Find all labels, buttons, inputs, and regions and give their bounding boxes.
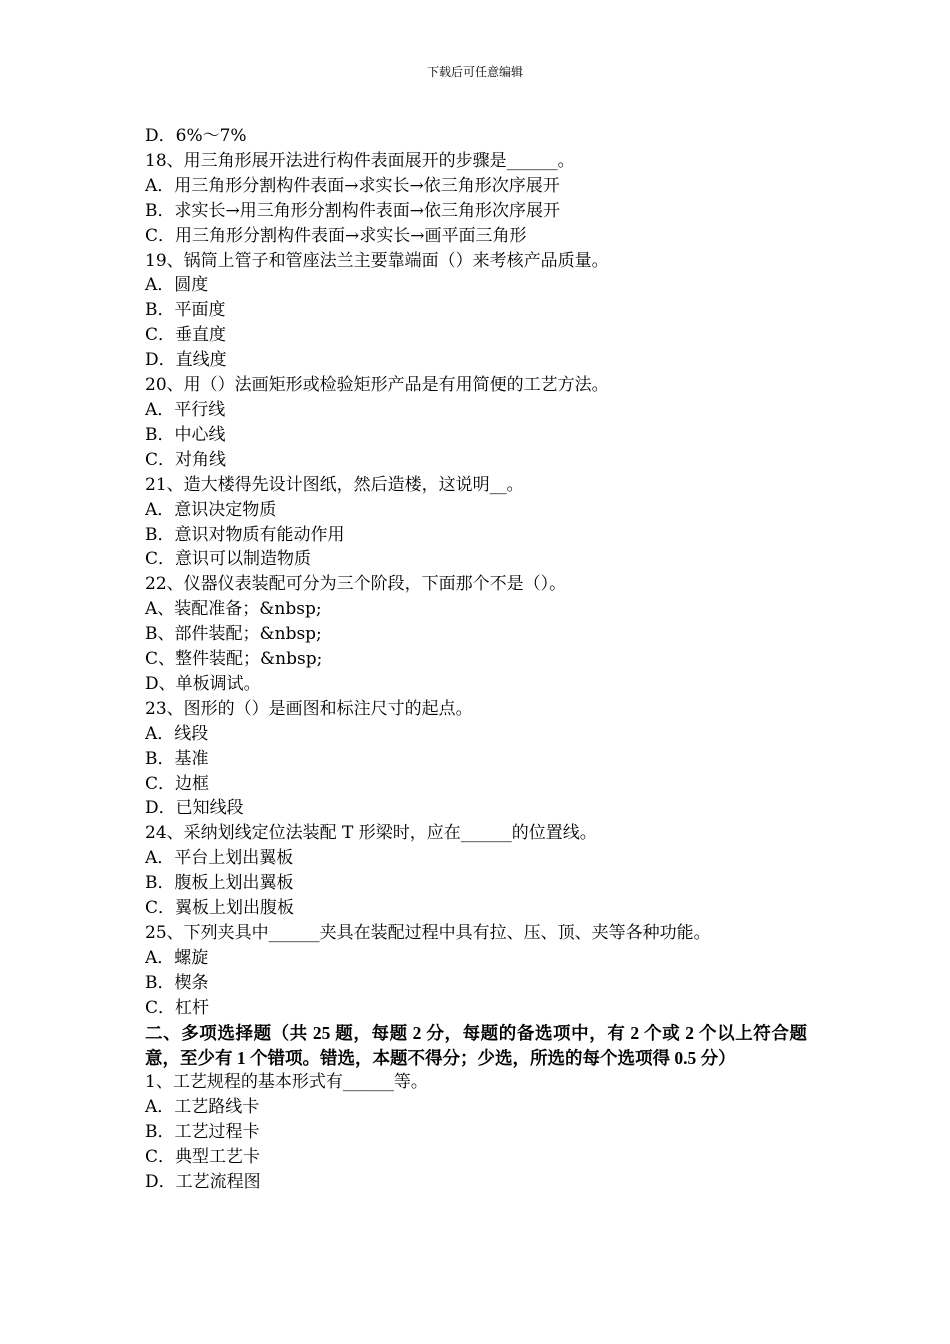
- option-line: C．用三角形分割构件表面→求实长→画平面三角形: [145, 225, 527, 246]
- option-line: D．直线度: [145, 350, 227, 371]
- option-line: D．已知线段: [145, 798, 244, 819]
- question-line: 1、工艺规程的基本形式有______等。: [145, 1072, 428, 1093]
- option-line: A．平行线: [145, 399, 226, 420]
- option-line: B．平面度: [145, 300, 226, 321]
- option-line: B．意识对物质有能动作用: [145, 524, 345, 545]
- option-line: A、装配准备；&nbsp;: [145, 599, 322, 620]
- option-line: D．工艺流程图: [145, 1172, 261, 1193]
- question-line: 21、造大楼得先设计图纸，然后造楼，这说明__。: [145, 474, 524, 495]
- option-line: A．平台上划出翼板: [145, 848, 294, 869]
- option-line: C．边框: [145, 773, 210, 794]
- option-line: C．对角线: [145, 449, 227, 470]
- question-line: 20、用（）法画矩形或检验矩形产品是有用简便的工艺方法。: [145, 375, 609, 396]
- option-line: A．螺旋: [145, 947, 209, 968]
- option-line: D、单板调试。: [145, 673, 261, 694]
- option-line: D．6%～7%: [145, 126, 247, 146]
- question-line: 23、图形的（）是画图和标注尺寸的起点。: [145, 698, 473, 719]
- option-line: C．典型工艺卡: [145, 1147, 261, 1168]
- question-block-multiple-choice: [145, 1070, 807, 1195]
- option-line: C．翼板上划出腹板: [145, 898, 295, 919]
- option-line: C、整件装配；&nbsp;: [145, 649, 323, 670]
- option-line: A．意识决定物质: [145, 499, 277, 520]
- question-block-single-choice: [145, 124, 807, 1021]
- question-line: 24、采纳划线定位法装配 T 形梁时，应在______的位置线。: [145, 823, 597, 844]
- option-line: A．工艺路线卡: [145, 1097, 260, 1118]
- option-line: A．线段: [145, 723, 209, 744]
- document-body: [145, 124, 807, 1195]
- question-line: 22、仪器仪表装配可分为三个阶段，下面那个不是（）。: [145, 574, 567, 595]
- option-line: B、部件装配；&nbsp;: [145, 624, 322, 645]
- option-line: A．圆度: [145, 275, 209, 296]
- question-line: 19、锅筒上管子和管座法兰主要靠端面（）来考核产品质量。: [145, 250, 609, 271]
- option-line: B．基准: [145, 748, 209, 769]
- option-line: A．用三角形分割构件表面→求实长→依三角形次序展开: [145, 175, 560, 196]
- option-line: B．求实长→用三角形分割构件表面→依三角形次序展开: [145, 200, 560, 221]
- question-line: 18、用三角形展开法进行构件表面展开的步骤是______。: [145, 150, 575, 171]
- page-header: 下载后可任意编辑: [426, 65, 523, 79]
- option-line: C．意识可以制造物质: [145, 549, 312, 570]
- option-line: C．杠杆: [145, 997, 210, 1018]
- option-line: B．中心线: [145, 424, 226, 445]
- option-line: C．垂直度: [145, 325, 227, 346]
- question-line: 25、下列夹具中______夹具在装配过程中具有拉、压、顶、夹等各种功能。: [145, 923, 711, 943]
- option-line: B．工艺过程卡: [145, 1122, 260, 1143]
- option-line: B．腹板上划出翼板: [145, 873, 294, 894]
- section-heading: 二、多项选择题（共 25 题，每题 2 分，每题的备选项中，有 2 个或 2 个以上符合题意，至少有 1 个错项。错选，本题不得分；少选，所选的每个选项得 0.5 分）: [145, 1022, 807, 1068]
- option-line: B．楔条: [145, 972, 209, 993]
